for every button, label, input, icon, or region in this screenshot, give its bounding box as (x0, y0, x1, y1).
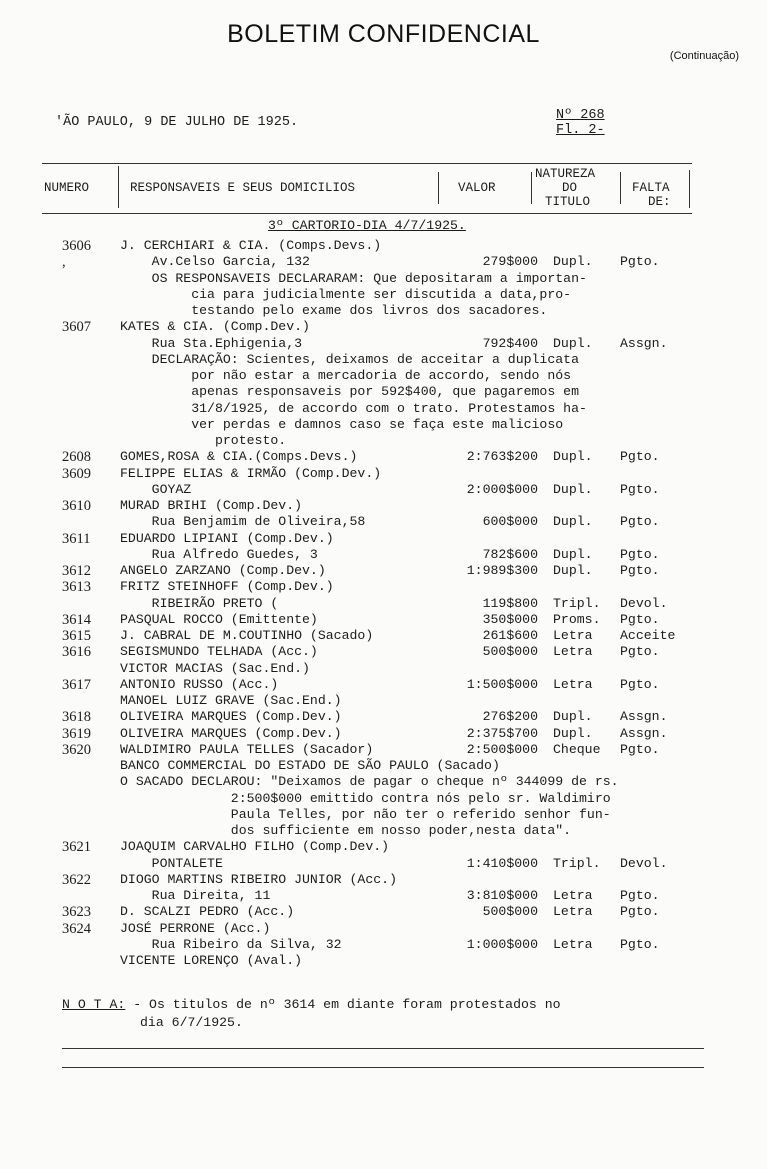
entry-falta: Acceite (620, 628, 676, 643)
entry-text: OLIVEIRA MARQUES (Comp.Dev.) (120, 725, 342, 741)
entry-text: DECLARAÇÃO: Scientes, deixamos de acceitar a duplicata (120, 351, 579, 367)
entry-text: D. SCALZI PEDRO (Acc.) (120, 904, 295, 920)
entry-valor: 792$400 (482, 335, 538, 351)
entry-falta: Pgto. (620, 481, 660, 497)
bulletin-number: Nº 268 (556, 108, 605, 123)
entry-natureza: Dupl. (553, 563, 593, 578)
entry-valor: 279$000 (482, 254, 538, 270)
nota-text-1: - Os titulos de nº 3614 em diante foram protestados no (125, 997, 561, 1012)
entry-number: 3619 (62, 725, 91, 742)
col-header-falta-1: FALTA (632, 181, 670, 195)
col-divider-4 (620, 172, 621, 204)
entry-natureza: Letra (553, 936, 593, 952)
entry-number: , (62, 254, 66, 271)
entry-natureza: Dupl. (553, 481, 593, 497)
entry-number: 3618 (62, 709, 91, 726)
entry-text: O SACADO DECLAROU: "Deixamos de pagar o cheque nº 344099 de rs. (120, 774, 619, 790)
entry-number: 3621 (62, 839, 91, 856)
entry-text: PONTALETE (120, 855, 223, 871)
entry-text: VICENTE LORENÇO (Aval.) (120, 953, 303, 968)
entry-falta: Pgto. (620, 611, 660, 627)
entry-text: ANGELO ZARZANO (Comp.Dev.) (120, 563, 326, 578)
entry-falta: Pgto. (620, 644, 660, 660)
entry-text: DIOGO MARTINS RIBEIRO JUNIOR (Acc.) (120, 871, 397, 887)
footer-rule-1 (62, 1048, 704, 1049)
entry-valor: 2:375$700 (466, 725, 538, 741)
entry-number: 3612 (62, 563, 91, 579)
col-header-natureza-3: TITULO (545, 195, 591, 209)
entry-falta: Pgto. (620, 676, 660, 692)
entry-text: RIBEIRÃO PRETO ( (120, 595, 279, 611)
date-line: 'ÃO PAULO, 9 DE JULHO DE 1925. (55, 115, 299, 130)
col-header-responsaveis: RESPONSAVEIS E SEUS DOMICILIOS (130, 181, 356, 195)
entry-text: Rua Alfredo Guedes, 3 (120, 546, 318, 562)
entry-number: 3607 (62, 319, 91, 336)
entry-text: JOAQUIM CARVALHO FILHO (Comp.Dev.) (120, 839, 390, 855)
col-header-numero: NUMERO (44, 181, 90, 195)
entry-natureza: Dupl. (553, 514, 593, 530)
entry-valor: 500$000 (482, 904, 538, 920)
entry-valor: 276$200 (482, 709, 538, 725)
entry-text: KATES & CIA. (Comp.Dev.) (120, 319, 310, 335)
entry-text: SEGISMUNDO TELHADA (Acc.) (120, 644, 318, 660)
entry-number: 2608 (62, 449, 91, 466)
entry-falta: Assgn. (620, 709, 668, 725)
nota-label: N O T A: (62, 997, 126, 1012)
col-header-natureza-1: NATUREZA (535, 167, 596, 181)
entry-natureza: Dupl. (553, 449, 593, 465)
entry-text: protesto. (120, 433, 287, 448)
entry-natureza: Letra (553, 904, 593, 920)
entry-natureza: Tripl. (553, 855, 601, 871)
entry-text: FRITZ STEINHOFF (Comp.Dev.) (120, 579, 334, 595)
entry-valor: 2:500$000 (466, 741, 538, 757)
entry-text: 2:500$000 emittido contra nós pelo sr. Waldimiro (120, 790, 611, 806)
entry-text: cia para judicialmente ser discutida a data,pro- (120, 286, 572, 302)
entry-text: Rua Ribeiro da Silva, 32 (120, 936, 342, 952)
entry-number: 3611 (62, 530, 91, 547)
entry-text: BANCO COMMERCIAL DO ESTADO DE SÃO PAULO (Sacado) (120, 758, 500, 773)
entry-falta: Pgto. (620, 546, 660, 562)
entry-falta: Assgn. (620, 335, 668, 351)
col-divider-3 (531, 172, 532, 204)
entry-text: OLIVEIRA MARQUES (Comp.Dev.) (120, 709, 342, 725)
entry-natureza: Dupl. (553, 546, 593, 562)
section-title: 3º CARTORIO-DIA 4/7/1925. (268, 218, 466, 233)
entry-text: Rua Sta.Ephigenia,3 (120, 335, 303, 351)
entry-falta: Devol. (620, 855, 668, 871)
entry-number: 3610 (62, 498, 91, 514)
entry-valor: 1:000$000 (466, 936, 538, 952)
entry-text: dos sufficiente em nosso poder,nesta data". (120, 823, 572, 838)
col-header-falta-2: DE: (648, 195, 671, 209)
entry-valor: 1:989$300 (466, 563, 538, 578)
entry-natureza: Letra (553, 628, 593, 643)
entry-valor: 1:410$000 (466, 855, 538, 871)
entry-valor: 119$800 (482, 595, 538, 611)
entry-valor: 2:763$200 (466, 449, 538, 465)
entry-number: 3615 (62, 628, 91, 644)
entry-falta: Devol. (620, 595, 668, 611)
col-divider-2 (438, 172, 439, 204)
entry-valor: 3:810$000 (466, 888, 538, 903)
entry-text: MURAD BRIHI (Comp.Dev.) (120, 498, 303, 513)
entry-text: EDUARDO LIPIANI (Comp.Dev.) (120, 530, 334, 546)
entry-valor: 1:500$000 (466, 676, 538, 692)
entry-valor: 350$000 (482, 611, 538, 627)
entry-falta: Assgn. (620, 725, 668, 741)
continuation-label: (Continuação) (669, 50, 739, 62)
entry-text: PASQUAL ROCCO (Emittente) (120, 611, 318, 627)
entry-natureza: Dupl. (553, 335, 593, 351)
entry-falta: Pgto. (620, 741, 660, 757)
nota-line-2: dia 6/7/1925. (140, 1015, 243, 1030)
entry-text: WALDIMIRO PAULA TELLES (Sacador) (120, 741, 374, 757)
col-divider-1 (118, 166, 119, 208)
entry-natureza: Letra (553, 888, 593, 903)
entry-text: FELIPPE ELIAS & IRMÃO (Comp.Dev.) (120, 465, 382, 481)
entry-text: MANOEL LUIZ GRAVE (Sac.End.) (120, 693, 342, 708)
header-top-rule (42, 163, 692, 164)
nota-line-1 (62, 997, 561, 1012)
entry-text: Rua Direita, 11 (120, 888, 271, 903)
entry-falta: Pgto. (620, 936, 660, 952)
entry-text: apenas responsaveis por 592$400, que pagaremos em (120, 384, 579, 400)
document-title: BOLETIM CONFIDENCIAL (227, 20, 540, 48)
entry-valor: 782$600 (482, 546, 538, 562)
entry-text: 31/8/1925, de accordo com o trato. Protestamos ha- (120, 400, 587, 416)
entry-natureza: Tripl. (553, 595, 601, 611)
entry-text: por não estar a mercadoria de accordo, sendo nós (120, 368, 572, 383)
sheet-number: Fl. 2- (556, 123, 605, 138)
entry-natureza: Letra (553, 676, 593, 692)
header-bottom-rule (42, 213, 692, 214)
entry-number: 3614 (62, 611, 91, 628)
entry-falta: Pgto. (620, 449, 660, 465)
col-header-natureza-2: DO (562, 181, 578, 195)
entry-number: 3609 (62, 465, 91, 482)
entry-falta: Pgto. (620, 888, 660, 903)
entry-text: OS RESPONSAVEIS DECLARARAM: Que depositaram a importan- (120, 270, 587, 286)
entry-valor: 261$600 (482, 628, 538, 643)
entry-valor: 600$000 (482, 514, 538, 530)
col-header-valor: VALOR (458, 181, 496, 195)
entry-natureza: Cheque (553, 741, 601, 757)
entry-text: GOYAZ (120, 481, 192, 497)
entry-natureza: Letra (553, 644, 593, 660)
entry-text: Rua Benjamim de Oliveira,58 (120, 514, 366, 530)
entry-number: 3613 (62, 579, 91, 596)
entry-valor: 2:000$000 (466, 481, 538, 497)
entry-text: ver perdas e damnos caso se faça este malicioso (120, 416, 564, 432)
entry-falta: Pgto. (620, 254, 660, 270)
entry-number: 3616 (62, 644, 91, 661)
entry-number: 3617 (62, 676, 91, 693)
entry-natureza: Dupl. (553, 725, 593, 741)
entry-falta: Pgto. (620, 514, 660, 530)
entry-number: 3606 (62, 238, 91, 254)
entry-text: testando pelo exame dos livros dos sacadores. (120, 303, 548, 318)
entry-number: 3624 (62, 920, 91, 937)
entry-natureza: Dupl. (553, 709, 593, 725)
entry-text: Av.Celso Garcia, 132 (120, 254, 310, 270)
entry-valor: 500$000 (482, 644, 538, 660)
entry-text: VICTOR MACIAS (Sac.End.) (120, 660, 310, 676)
entry-natureza: Dupl. (553, 254, 593, 270)
entry-text: JOSÉ PERRONE (Acc.) (120, 920, 271, 936)
entry-number: 3623 (62, 904, 91, 921)
entry-natureza: Proms. (553, 611, 601, 627)
entry-number: 3620 (62, 741, 91, 758)
entry-text: J. CERCHIARI & CIA. (Comps.Devs.) (120, 238, 382, 253)
entry-text: GOMES,ROSA & CIA.(Comps.Devs.) (120, 449, 358, 465)
entry-falta: Pgto. (620, 904, 660, 920)
entry-text: J. CABRAL DE M.COUTINHO (Sacado) (120, 628, 374, 643)
col-divider-5 (689, 170, 690, 208)
entry-text: Paula Telles, por não ter o referido senhor fun- (120, 806, 611, 822)
entry-falta: Pgto. (620, 563, 660, 578)
entry-text: ANTONIO RUSSO (Acc.) (120, 676, 279, 692)
footer-rule-2 (62, 1067, 704, 1068)
entry-number: 3622 (62, 871, 91, 888)
